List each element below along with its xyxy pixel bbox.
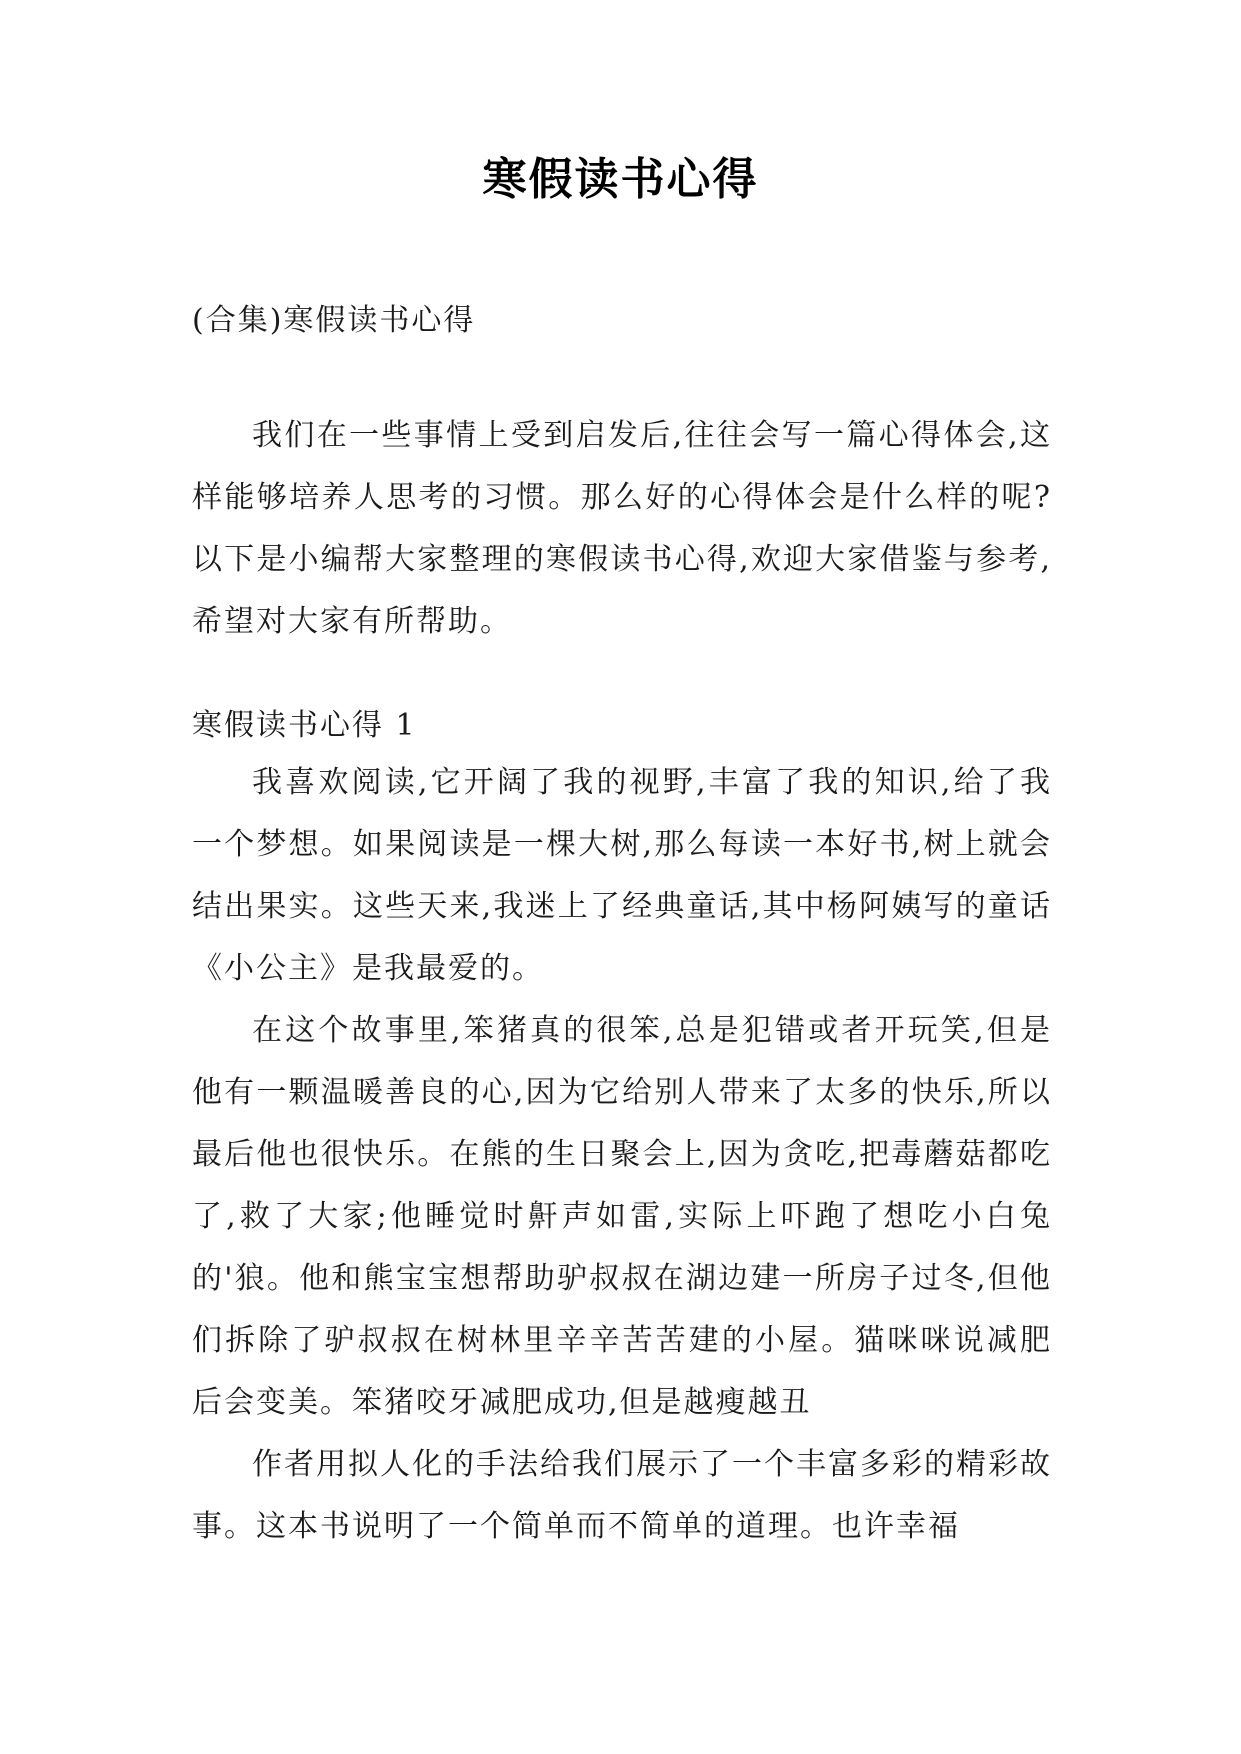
body-paragraph-3: 作者用拟人化的手法给我们展示了一个丰富多彩的精彩故事。这本书说明了一个简单而不简单的道理。也许幸福 (192, 1447, 1052, 1544)
document-subtitle: (合集)寒假读书心得 (192, 303, 476, 338)
document-title: 寒假读书心得 (482, 154, 759, 205)
section-heading: 寒假读书心得 1 (192, 708, 417, 743)
intro-text: 我们在一些事情上受到启发后,往往会写一篇心得体会,这样能够培养人思考的习惯。那么好的心得体会是什么样的呢?以下是小编帮大家整理的寒假读书心得,欢迎大家借鉴与参考,希望对大家有所帮助。 (192, 418, 1052, 639)
body-paragraph-2: 在这个故事里,笨猪真的很笨,总是犯错或者开玩笑,但是他有一颗温暖善良的心,因为它给别人带来了太多的快乐,所以最后他也很快乐。在熊的生日聚会上,因为贪吃,把毒蘑菇都吃了,救了大家;他睡觉时鼾声如雷,实际上吓跑了想吃小白兔的'狼。他和熊宝宝想帮助驴叔叔在湖边建一所房子过冬,但他们拆除了驴叔叔在树林里辛辛苦苦建的小屋。猫咪咪说减肥后会变美。笨猪咬牙减肥成功,但是越瘦越丑 (192, 1013, 1052, 1420)
body-paragraph-1: 我喜欢阅读,它开阔了我的视野,丰富了我的知识,给了我一个梦想。如果阅读是一棵大树,那么每读一本好书,树上就会结出果实。这些天来,我迷上了经典童话,其中杨阿姨写的童话《小公主》是我最爱的。 (192, 765, 1052, 986)
intro-paragraph (192, 405, 1052, 653)
section-body (192, 752, 1052, 1558)
